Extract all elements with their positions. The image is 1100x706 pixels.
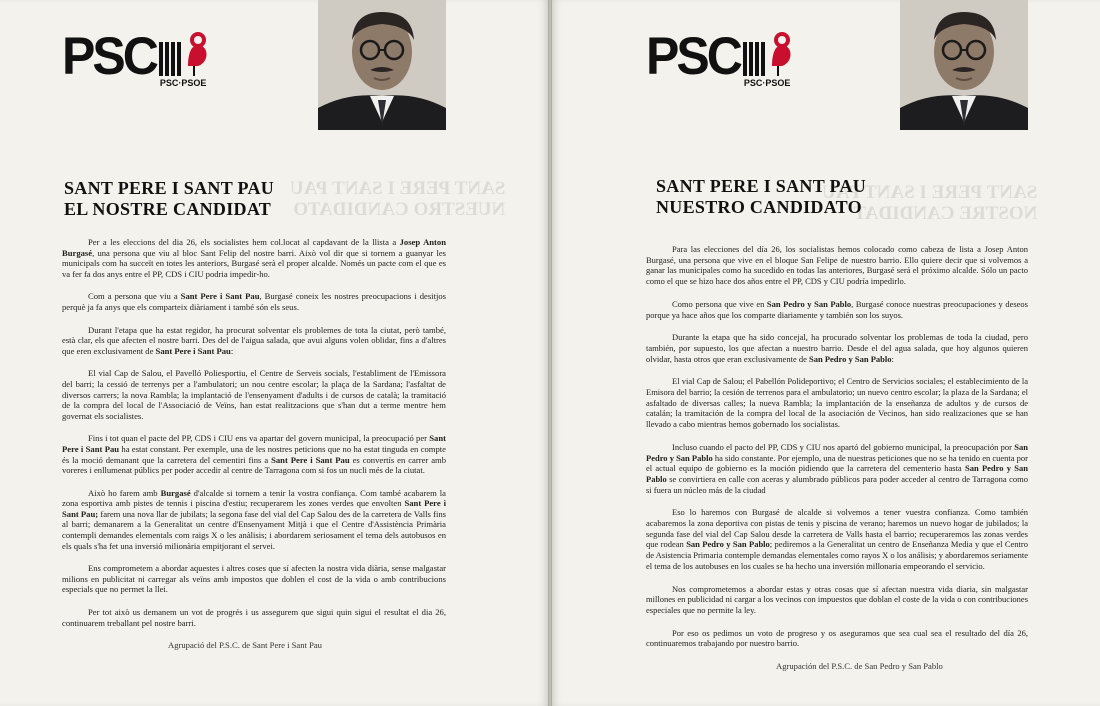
paragraph: Per tot això us demanem un vot de progrés i us assegurem que sigui quin sigui el resultat el dia 26, continuarem treballant pel nostre barri. bbox=[62, 607, 446, 628]
signature: Agrupació del P.S.C. de Sant Pere i Sant Pau bbox=[168, 640, 322, 651]
page-title-line-1: SANT PERE I SANT PAU bbox=[64, 178, 275, 198]
logo-letters: PSC bbox=[62, 26, 156, 86]
paragraph: Eso lo haremos con Burgasé de alcalde si volvemos a tener vuestra confianza. Como también acabaremos la zona deportiva con pistas de tenis y piscina de verano; haremos un nuevo hogar de jubilados; la segunda fase del vial del Cap Salou desde la carretera de Valls hasta el barrio; recuperaremos las zonas verdes que rodean San Pedro y San Pablo; pediremos a la Generalitat un centro de Enseñanza Media y que el Centro de Asistencia Primaria contemple demandas elementales como rayos X o los análisis; y abordaremos seriamente el tema de los autobuses en los cuales se ha hecho una inversión millonaria empeorando el servicio. bbox=[646, 507, 1028, 571]
paragraph: El vial Cap de Salou, el Pavelló Poliesportiu, el Centre de Serveis socials, l'establiment de l'Emissora del barri; la cessió de terrenys per a l'ambulatori; un nou centre escolar; la plaça de la Sardana; l'asfaltat de diversos carrers; la nova Rambla; la implantació de l'ensenyament d'adults i de cursos de català; la tramitació de la compra del local de l'Associació de Veïns, han estat realitzacions que s'han dut a terme mentre hem governat els socialistes. bbox=[62, 368, 446, 421]
fist-and-rose-icon bbox=[158, 30, 212, 78]
paragraph: Això ho farem amb Burgasé d'alcalde si tornem a tenir la vostra confiança. Com també acabarem la zona esportiva amb pistes de tennis i piscina d'estiu; recuperarem les zones verdes que envolten Sant Pere i Sant Pau; farem una nova llar de jubilats; la segona fase del vial del Cap Salou des de la carretera de Valls fins al barri; demanarem a la Generalitat un centre d'Ensenyament Mitjà i que el Centre d'Assistència Primària contempli demandes elementals com raigs X o les anàlisis; i abordarem seriosament el tema dels autobusos en els quals s'ha fet una inversió milionària empitjorant el servei. bbox=[62, 487, 446, 551]
paragraph: Per a les eleccions del dia 26, els socialistes hem col.locat al capdavant de la llista a Josep Anton Burgasé, una persona que viu al bloc Sant Felip del nostre barri. Això vol dir que si tornem a guanyar les municipals com ha succeït en totes les anteriors, Burgasé serà el proper alcalde. Només un pacte com el que es va fer fa dos anys entre el PP, CDS i CIU podria impedir-ho. bbox=[62, 237, 446, 279]
article-body bbox=[62, 237, 446, 663]
candidate-photo bbox=[900, 0, 1028, 130]
bleed-through-headline: SANT PERE I SANT PAU NUESTRO CANDIDATO bbox=[290, 178, 506, 220]
paragraph: Durant l'etapa que ha estat regidor, ha procurat solventar els problemes de tota la ciutat, però també, està clar, els que afecten el nostre barri. Des del de l'aigua salada, que avui alguns volen oblidar, fins a d'altres que eren exclusivament de Sant Pere i Sant Pau: bbox=[62, 324, 446, 356]
page-title-line-1: SANT PERE I SANT PAU bbox=[656, 176, 867, 196]
leaflet-page-catalan bbox=[0, 0, 548, 706]
fist-and-rose-icon bbox=[742, 30, 796, 78]
psc-logo bbox=[62, 26, 212, 88]
logo-subtitle: PSC·PSOE bbox=[743, 78, 791, 88]
paragraph: Nos comprometemos a abordar estas y otras cosas que sí afectan nuestra vida diaria, sin malgastar millones en publicidad ni cargar a los vecinos con impuestos que doblan el coste de la vida o con contribuciones especiales que no permite la ley. bbox=[646, 583, 1029, 615]
logo-letters: PSC bbox=[646, 26, 740, 86]
paragraph: Como persona que vive en San Pedro y San Pablo, Burgasé conoce nuestras preocupaciones y deseos porque ya hace años que los comparte diariamente y también son los suyos. bbox=[646, 298, 1028, 320]
candidate-photo bbox=[318, 0, 446, 130]
paragraph: Para las elecciones del día 26, los socialistas hemos colocado como cabeza de lista a Josep Anton Burgasé, una persona que vive en el bloque San Felipe de nuestro barrio. Ello quiere decir que si volvemos a ganar las municipales como ha sucedido en todas las anteriores, Burgasé será el próximo alcalde. Sólo un pacto como el que se hizo hace dos años entre el PP, CDS y CIU podría impedirlo. bbox=[646, 244, 1028, 287]
paragraph: Durante la etapa que ha sido concejal, ha procurado solventar los problemas de toda la ciudad, pero también, por supuesto, los que afectan a nuestro barrio. Desde el del agua salada, que hoy algunos quieren olvidar, hasta otros que eran exclusivamente de San Pedro y San Pablo: bbox=[646, 332, 1028, 364]
article-body bbox=[646, 244, 1028, 684]
logo-subtitle: PSC·PSOE bbox=[159, 78, 207, 88]
paragraph: Fins i tot quan el pacte del PP, CDS i CIU ens va apartar del govern municipal, la preocupació per Sant Pere i Sant Pau ha estat constant. Per exemple, una de les nostres peticions que no ha estat tinguda en compte és la moció demanant que la carretera del cementiri fins a Sant Pere i Sant Pau es convertís en carrer amb voreres i enllumenat públics per poder accedir al centre de Tarragona com si fos un nucli més de la ciutat. bbox=[62, 433, 447, 476]
page-title bbox=[656, 176, 866, 218]
page-title-line-2: NUESTRO CANDIDATO bbox=[656, 197, 862, 217]
paragraph: Incluso cuando el pacto del PP, CDS y CIU nos apartó del gobierno municipal, la preocupación por San Pedro y San Pablo ha sido constante. Por ejemplo, una de nuestras peticiones que no se ha tenido en cuenta por el actual equipo de gobierno es la moción pidiendo que la carretera del cementerio hasta San Pedro y San Pablo se convirtiera en calle con aceras y alumbrado públicos para poder acceder al centro de Tarragona como si fuera un núcleo más de la ciudad bbox=[646, 441, 1028, 495]
page-title bbox=[64, 178, 274, 220]
leaflet-page-spanish bbox=[552, 0, 1100, 706]
bleed-through-headline: SANT PERE I SANT PAU NOSTRE CANDIDAT bbox=[822, 182, 1038, 224]
psc-logo bbox=[646, 26, 796, 88]
paragraph: Ens comprometem a abordar aquestes i altres coses que sí afecten la nostra vida diària, sense malgastar milions en publicitat ni carregar als veïns amb impostos que doblen el cost de la vida o amb contribucions especials que no permet la llei. bbox=[62, 563, 446, 595]
paragraph: El vial Cap de Salou; el Pabellón Polideportivo; el Centro de Servicios sociales; el establecimiento de la Emisora del barrio; la cesión de terrenos para el ambulatorio; un nuevo centro escolar; la plaza de la Sardana; el asfaltado de diversas calles; la nueva Rambla; la implantación de la enseñanza de adultos y de cursos de catalán; la tramitación de la compra del local de la asociación de Vecinos, han sido realizaciones que se han llevado a cabo mientras hemos gobernado los socialistas. bbox=[646, 376, 1028, 430]
paragraph: Com a persona que viu a Sant Pere i Sant Pau, Burgasé coneix les nostres preocupacions i desitjos perquè ja fa anys que els comparteix diàriament i també són els seus. bbox=[62, 291, 446, 312]
paragraph: Por eso os pedimos un voto de progreso y os aseguramos que sea cual sea el resultado del día 26, continuaremos trabajando por nuestro barrio. bbox=[646, 627, 1028, 649]
page-title-line-2: EL NOSTRE CANDIDAT bbox=[64, 199, 272, 219]
signature: Agrupación del P.S.C. de San Pedro y San Pablo bbox=[776, 661, 943, 672]
